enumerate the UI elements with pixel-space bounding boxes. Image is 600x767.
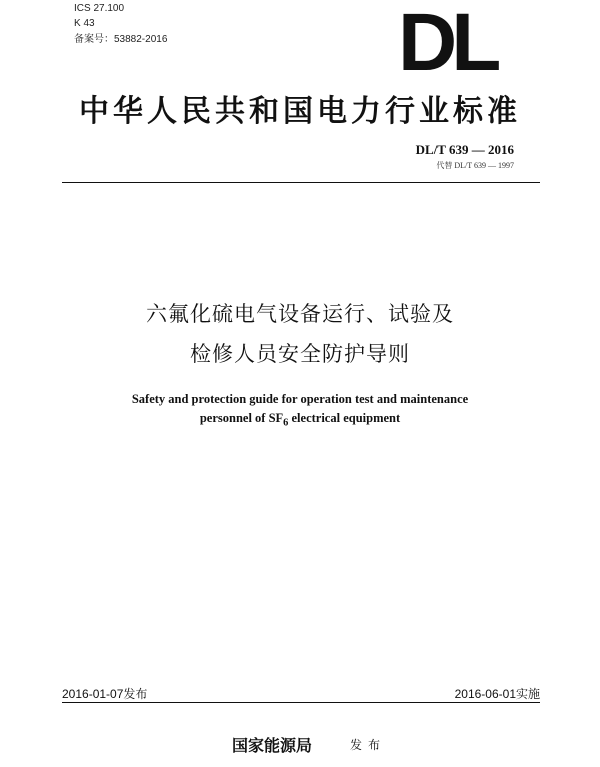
ics-code: ICS 27.100 [74, 3, 125, 14]
standard-category-title: 中华人民共和国电力行业标准 [79, 94, 521, 129]
top-divider [62, 182, 540, 183]
filing-number: 备案号：53882-2016 [74, 34, 168, 45]
standard-code: DL/T 639 — 2016 [415, 142, 514, 157]
chinese-title-line-1: 六氟化硫电气设备运行、试验及 [146, 302, 454, 326]
publish-date: 2016-01-07发布 [62, 687, 148, 701]
issuing-authority: 国家能源局 [232, 736, 313, 755]
issue-label: 发布 [350, 738, 387, 752]
chinese-title-line-2: 检修人员安全防护导则 [190, 342, 410, 366]
sf6-subscript: 6 [283, 417, 289, 429]
english-title-line-1: Safety and protection guide for operation test and maintenance [131, 392, 469, 406]
classification-code: K 43 [74, 18, 95, 29]
english-title-prefix: personnel of SF [199, 411, 284, 425]
english-title-line-2 [60, 409, 540, 433]
english-title-suffix: electrical equipment [288, 411, 401, 425]
implementation-date: 2016-06-01实施 [454, 687, 540, 701]
dl-logo: DL [398, 12, 496, 74]
bottom-divider [62, 702, 540, 703]
replaces-standard: 代替 DL/T 639 — 1997 [436, 161, 514, 170]
